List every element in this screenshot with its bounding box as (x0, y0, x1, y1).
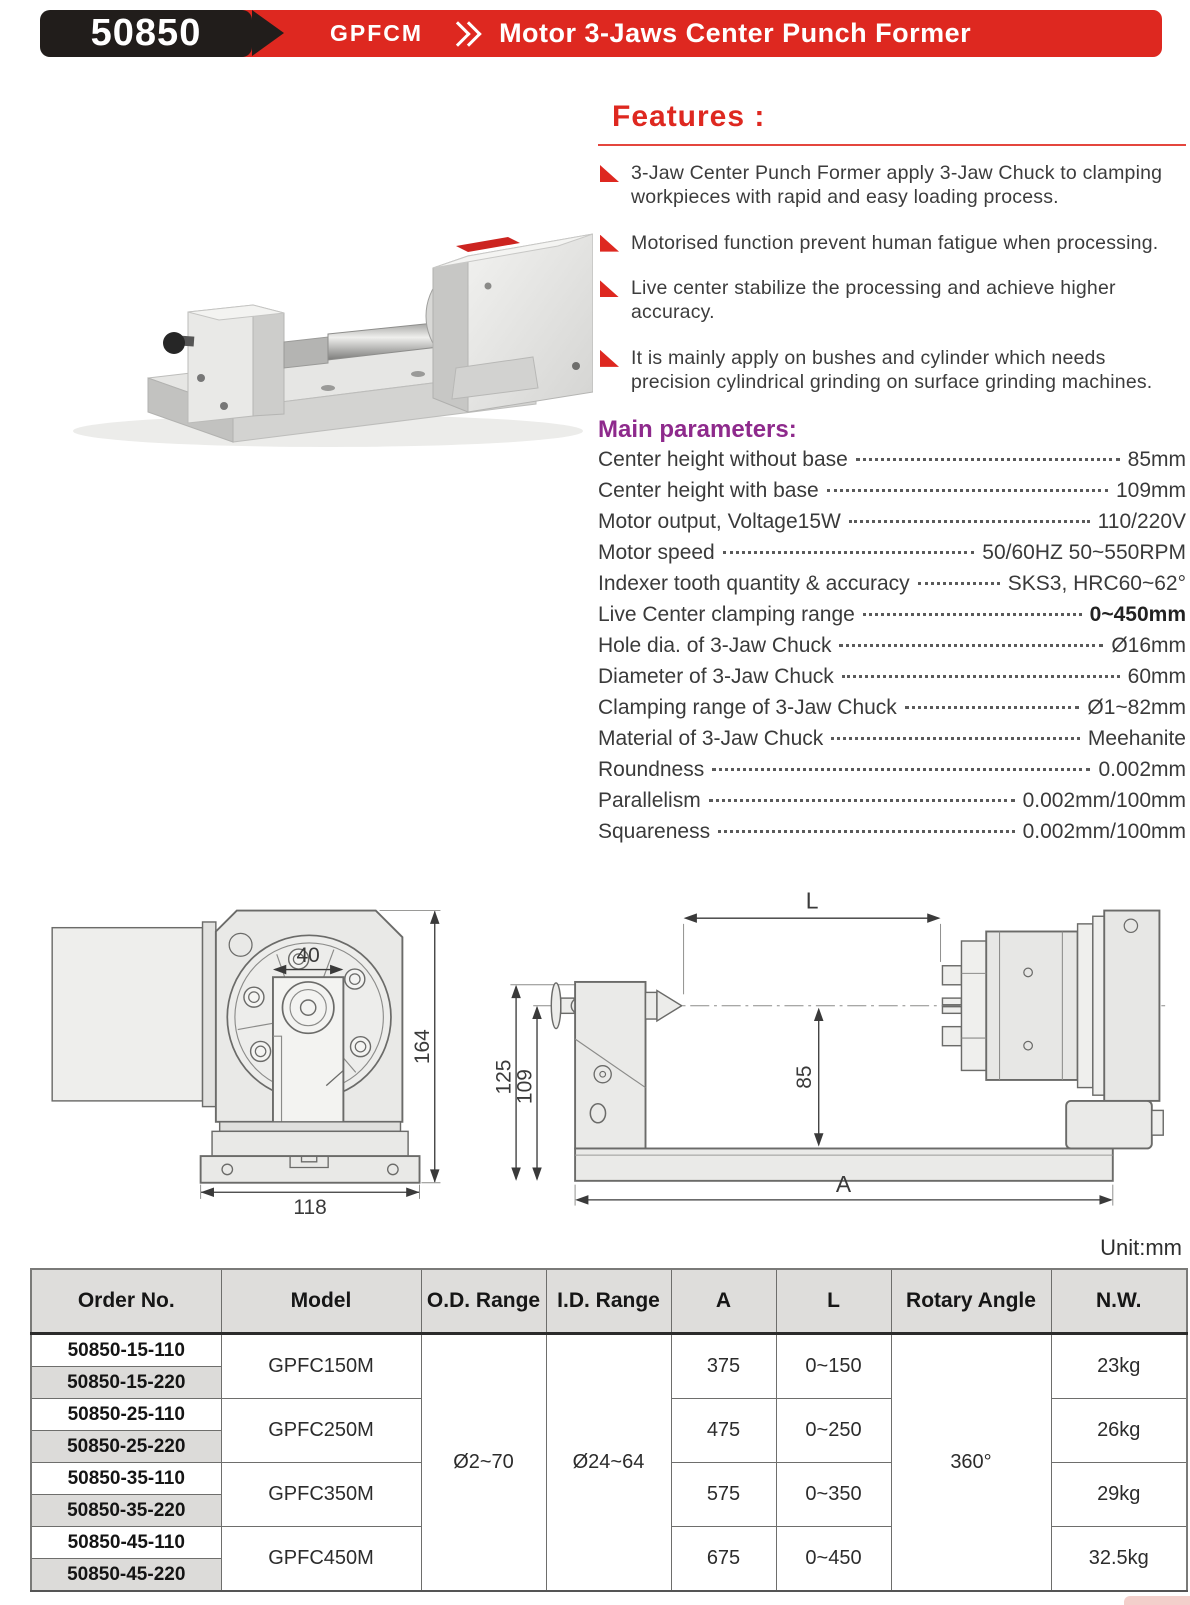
id-range-cell: Ø24~64 (546, 1334, 671, 1592)
parameter-label: Motor speed (598, 541, 715, 565)
parameter-label: Center height with base (598, 479, 819, 503)
parameter-row (598, 541, 1186, 572)
dimension-label: 164 (411, 1029, 435, 1065)
feature-text: Motorised function prevent human fatigue when processing. (631, 231, 1159, 254)
col-header-order-no: Order No. (31, 1269, 221, 1334)
parameter-row (598, 448, 1186, 479)
parameter-row (598, 634, 1186, 665)
order-no-cell: 50850-15-220 (31, 1367, 221, 1399)
parameter-label: Material of 3-Jaw Chuck (598, 727, 824, 751)
parameter-label: Clamping range of 3-Jaw Chuck (598, 696, 897, 720)
dot-leader (849, 520, 1090, 523)
parameter-value: Meehanite (1087, 727, 1186, 751)
parameter-row (598, 758, 1186, 789)
parameter-label: Diameter of 3-Jaw Chuck (598, 665, 834, 689)
col-header-rotary-angle: Rotary Angle (891, 1269, 1051, 1334)
nw-cell: 26kg (1051, 1399, 1187, 1463)
order-no-cell: 50850-45-110 (31, 1527, 221, 1559)
right-column (598, 100, 1186, 851)
feature-text: 3-Jaw Center Punch Former apply 3-Jaw Chuck to clamping workpieces with rapid and easy loading process. (631, 162, 1163, 208)
parameter-value: 60mm (1127, 665, 1186, 689)
dimension-label: 40 (296, 943, 320, 967)
order-no-cell: 50850-35-110 (31, 1463, 221, 1495)
parameter-row (598, 510, 1186, 541)
feature-list (598, 162, 1186, 394)
dot-leader (831, 737, 1080, 740)
a-cell: 475 (671, 1399, 776, 1463)
order-no-cell: 50850-35-220 (31, 1495, 221, 1527)
l-cell: 0~150 (776, 1334, 891, 1399)
parameter-row (598, 696, 1186, 727)
parameter-label: Hole dia. of 3-Jaw Chuck (598, 634, 832, 658)
parameter-label: Center height without base (598, 448, 848, 472)
l-cell: 0~350 (776, 1463, 891, 1527)
bullet-triangle-icon (600, 235, 619, 252)
model-cell: GPFC150M (221, 1334, 421, 1399)
model-cell: GPFC350M (221, 1463, 421, 1527)
dot-leader (839, 644, 1103, 647)
parameter-value: 0~450mm (1089, 603, 1186, 627)
dimension-label: A (835, 1171, 852, 1198)
dot-leader (842, 675, 1120, 678)
model-cell: GPFC450M (221, 1527, 421, 1592)
dimension-label: 118 (293, 1196, 327, 1217)
nw-cell: 23kg (1051, 1334, 1187, 1399)
dot-leader (827, 489, 1108, 492)
dot-leader (856, 458, 1120, 461)
order-no-cell: 50850-25-110 (31, 1399, 221, 1431)
dot-leader (863, 613, 1082, 616)
parameter-row (598, 789, 1186, 820)
chevron-right-icon (449, 25, 471, 43)
dimension-label: 85 (793, 1065, 817, 1089)
parameter-row (598, 603, 1186, 634)
order-no-cell: 50850-15-110 (31, 1334, 221, 1367)
parameter-label: Roundness (598, 758, 705, 782)
parameter-value: Ø1~82mm (1087, 696, 1186, 720)
a-cell: 675 (671, 1527, 776, 1592)
parameter-label: Motor output, Voltage15W (598, 510, 841, 534)
parameter-row (598, 572, 1186, 603)
product-code: 50850 (90, 12, 202, 54)
parameter-label: Live Center clamping range (598, 603, 855, 627)
bullet-triangle-icon (600, 280, 619, 297)
dot-leader (918, 582, 1000, 585)
unit-note: Unit:mm (1100, 1235, 1182, 1260)
dimension-label: L (805, 887, 819, 914)
dot-leader (712, 768, 1090, 771)
col-header-model: Model (221, 1269, 421, 1334)
dimension-label: 125 (492, 1059, 516, 1095)
rotary-angle-cell: 360° (891, 1334, 1051, 1592)
col-header-nw: N.W. (1051, 1269, 1187, 1334)
parameter-value: 0.002mm (1098, 758, 1186, 782)
feature-item (598, 232, 1186, 256)
parameter-value: 109mm (1115, 479, 1186, 503)
table-row (31, 1334, 1187, 1367)
technical-drawings (30, 882, 1190, 1217)
series-code: GPFCM (330, 20, 424, 46)
parameter-value: Ø16mm (1111, 634, 1186, 658)
feature-text: It is mainly apply on bushes and cylinder which needs precision cylindrical grinding on surface grinding machines. (631, 346, 1153, 393)
nw-cell: 29kg (1051, 1463, 1187, 1527)
side-view-drawing (478, 882, 1188, 1217)
features-heading: Features : (598, 100, 1186, 146)
page-title: Motor 3-Jaws Center Punch Former (499, 18, 972, 48)
parameter-value: 0.002mm/100mm (1022, 820, 1186, 844)
parameter-value: 50/60HZ 50~550RPM (982, 541, 1186, 565)
order-no-cell: 50850-25-220 (31, 1431, 221, 1463)
parameter-row (598, 665, 1186, 696)
dot-leader (723, 551, 975, 554)
parameter-row (598, 820, 1186, 851)
feature-item (598, 277, 1186, 325)
parameter-value: 0.002mm/100mm (1022, 789, 1186, 813)
col-header-id-range: I.D. Range (546, 1269, 671, 1334)
parameter-value: SKS3, HRC60~62° (1007, 572, 1186, 596)
dot-leader (709, 799, 1015, 802)
feature-item (598, 347, 1186, 395)
page-corner-mark (1124, 1596, 1190, 1605)
col-header-l: L (776, 1269, 891, 1334)
a-cell: 375 (671, 1334, 776, 1399)
l-cell: 0~250 (776, 1399, 891, 1463)
parameter-label: Indexer tooth quantity & accuracy (598, 572, 910, 596)
dimension-label: 109 (513, 1069, 537, 1105)
table-header-row (31, 1269, 1187, 1334)
order-no-cell: 50850-45-220 (31, 1559, 221, 1592)
nw-cell: 32.5kg (1051, 1527, 1187, 1592)
parameters-heading: Main parameters: (598, 416, 797, 444)
feature-text: Live center stabilize the processing and achieve higher accuracy. (631, 277, 1116, 324)
parameter-row (598, 479, 1186, 510)
page-header-banner (40, 10, 1162, 57)
bullet-triangle-icon (600, 350, 619, 367)
l-cell: 0~450 (776, 1527, 891, 1592)
bullet-triangle-icon (600, 165, 619, 182)
front-view-drawing (30, 882, 475, 1217)
product-photo (28, 116, 593, 464)
feature-item (598, 162, 1186, 210)
dot-leader (718, 830, 1015, 833)
parameter-value: 110/220V (1097, 510, 1186, 534)
spec-table (30, 1268, 1188, 1592)
parameter-label: Parallelism (598, 789, 701, 813)
od-range-cell: Ø2~70 (421, 1334, 546, 1592)
product-code-badge (40, 10, 252, 57)
a-cell: 575 (671, 1463, 776, 1527)
col-header-a: A (671, 1269, 776, 1334)
parameter-value: 85mm (1127, 448, 1186, 472)
model-cell: GPFC250M (221, 1399, 421, 1463)
parameter-label: Squareness (598, 820, 711, 844)
parameter-row (598, 727, 1186, 758)
col-header-od-range: O.D. Range (421, 1269, 546, 1334)
dot-leader (905, 706, 1080, 709)
